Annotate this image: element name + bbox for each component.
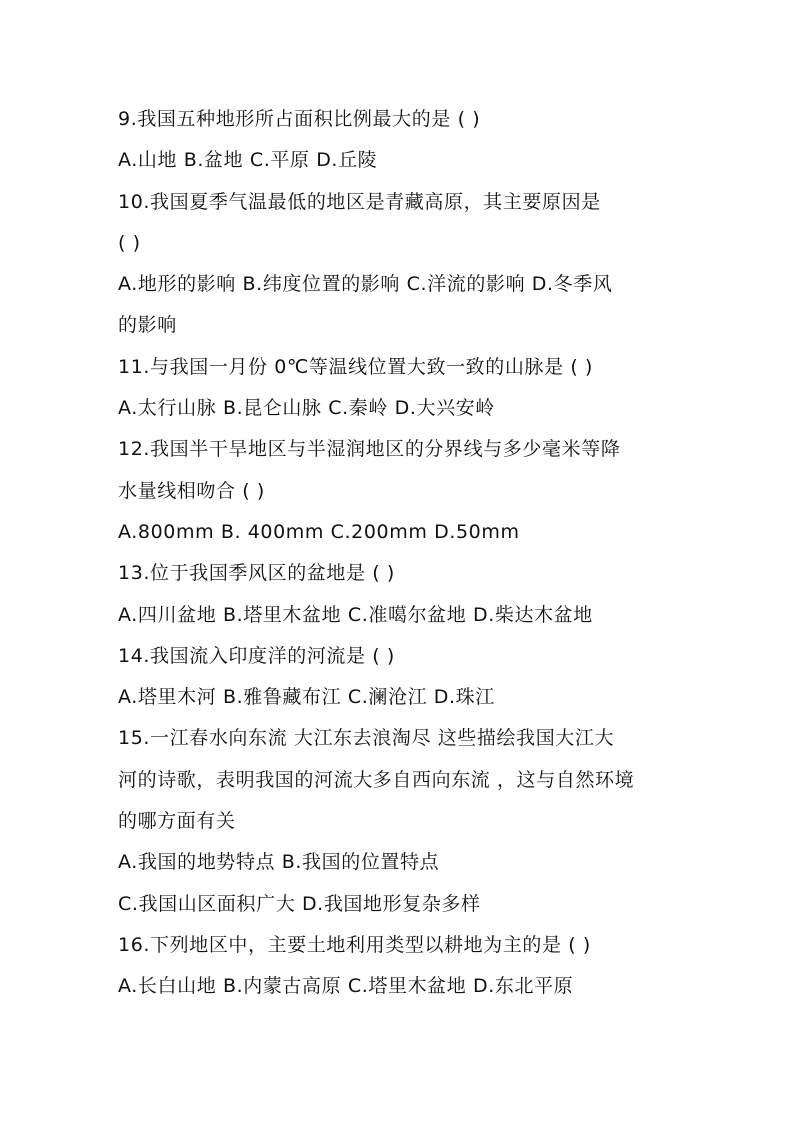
question-12-stem: 12.我国半干旱地区与半湿润地区的分界线与多少毫米等降 bbox=[118, 438, 621, 461]
question-15-options-cd: C.我国山区面积广大 D.我国地形复杂多样 bbox=[118, 892, 481, 915]
question-12-options: A.800mm B. 400mm C.200mm D.50mm bbox=[118, 520, 520, 543]
question-10-options-continued: 的影响 bbox=[118, 314, 177, 337]
question-16-options: A.长白山地 B.内蒙古高原 C.塔里木盆地 D.东北平原 bbox=[118, 975, 574, 998]
question-9-options: A.山地 B.盆地 C.平原 D.丘陵 bbox=[118, 149, 378, 172]
question-11-options: A.太行山脉 B.昆仑山脉 C.秦岭 D.大兴安岭 bbox=[118, 397, 495, 420]
question-13-stem: 13.位于我国季风区的盆地是 ( ) bbox=[118, 562, 395, 585]
question-15-stem-continued: 河的诗歌，表明我国的河流大多自西向东流 ，这与自然环境 bbox=[118, 768, 635, 791]
question-15-stem-end: 的哪方面有关 bbox=[118, 810, 236, 833]
question-12-stem-continued: 水量线相吻合 ( ) bbox=[118, 479, 265, 502]
question-15-options-ab: A.我国的地势特点 B.我国的位置特点 bbox=[118, 851, 440, 874]
question-13-options: A.四川盆地 B.塔里木盆地 C.准噶尔盆地 D.柴达木盆地 bbox=[118, 603, 593, 626]
question-10-stem-continued: ( ) bbox=[118, 231, 141, 254]
question-text bbox=[118, 99, 688, 1008]
question-15-stem: 15.一江春水向东流 大江东去浪淘尽 这些描绘我国大江大 bbox=[118, 727, 615, 750]
question-16-stem: 16.下列地区中，主要土地利用类型以耕地为主的是 ( ) bbox=[118, 933, 591, 956]
question-11-stem: 11.与我国一月份 0℃等温线位置大致一致的山脉是 ( ) bbox=[118, 355, 593, 378]
question-10-stem: 10.我国夏季气温最低的地区是青藏高原，其主要原因是 bbox=[118, 190, 601, 213]
question-14-options: A.塔里木河 B.雅鲁藏布江 C.澜沧江 D.珠江 bbox=[118, 686, 495, 709]
question-10-options: A.地形的影响 B.纬度位置的影响 C.洋流的影响 D.冬季风 bbox=[118, 273, 613, 296]
question-14-stem: 14.我国流入印度洋的河流是 ( ) bbox=[118, 644, 395, 667]
question-9-stem: 9.我国五种地形所占面积比例最大的是 ( ) bbox=[118, 108, 481, 130]
